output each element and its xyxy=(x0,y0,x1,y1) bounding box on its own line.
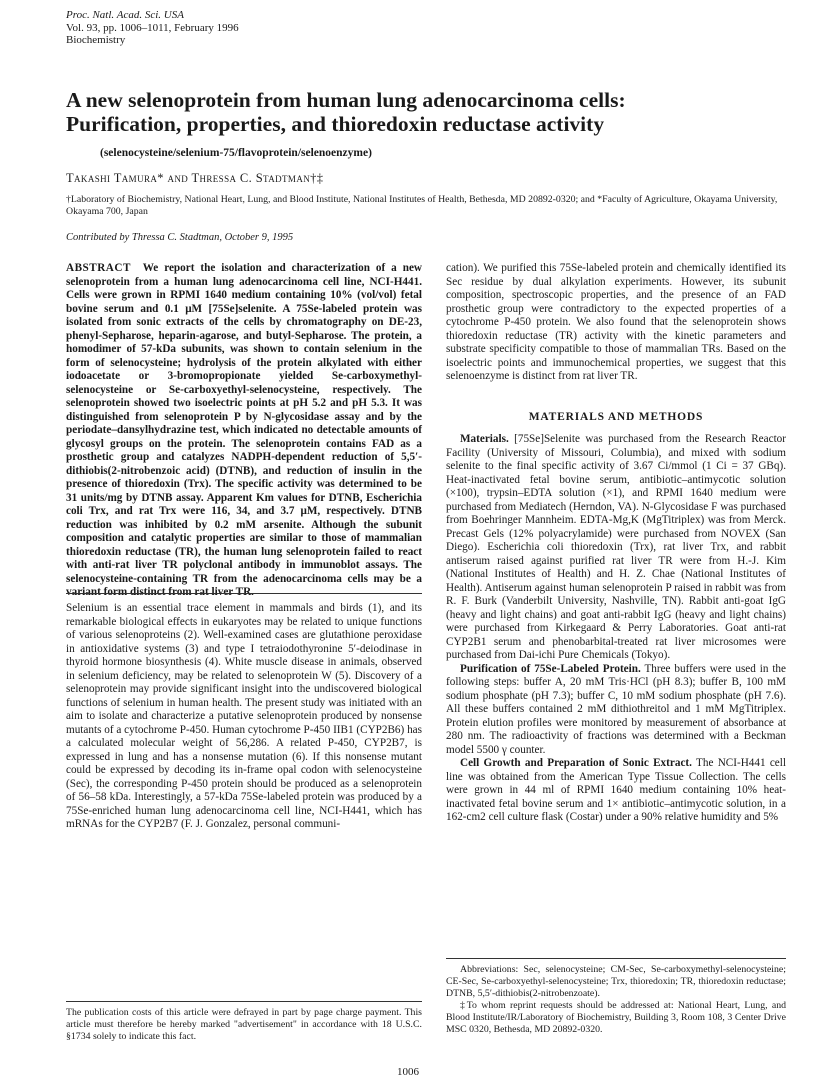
paragraph-cell-growth xyxy=(446,757,786,825)
abbrev-divider xyxy=(446,958,786,959)
correspondence-note: ‡To whom reprint requests should be addressed at: National Heart, Lung, and Blood Institute/IR/Laboratory of Biochemistry, Building 3, Room 108, 3 Center Drive MSC 0320, Bethesda, MD 20892-0320. xyxy=(446,1000,786,1035)
title-line-1: A new selenoprotein from human lung adenocarcinoma cells: xyxy=(66,88,626,112)
keywords: (selenocysteine/selenium-75/flavoprotein/selenoenzyme) xyxy=(100,147,372,159)
runin-materials: Materials. xyxy=(460,433,509,445)
volume-line: Vol. 93, pp. 1006–1011, February 1996 xyxy=(66,21,239,34)
cell-growth-text: The NCI-H441 cell line was obtained from the American Type Tissue Collection. The cells were grown in 44 ml of RPMI 1640 medium containing 10% heat-inactivated fetal bovine serum and 1× antibiotic–antimycotic solution, in a 162-cm2 cell culture flask (Costar) under a 90% relative humidity and 5% xyxy=(446,757,786,823)
article-title xyxy=(66,88,766,136)
journal-name: Proc. Natl. Acad. Sci. USA xyxy=(66,9,184,21)
intro-continued: cation). We purified this 75Se-labeled protein and chemically identified its Sec residue by dual alkylation experiments. However, its subunit composition, spectroscopic properties, and the presence of an FAD prosthetic group were contradictory to the expected properties of a cytochrome P-450 protein. We also found that the selenoprotein shows thioredoxin reductase (TR) activity with the kinetic parameters and substrate specificity compatible to those of mammalian TRs. Based on the isoelectric points and immunochemical properties, we suggest that this selenoenzyme is distinct from rat liver TR. xyxy=(446,262,786,382)
paragraph-materials xyxy=(446,433,786,663)
purification-text: Three buffers were used in the following steps: buffer A, 20 mM Tris·HCl (pH 8.3); buffer B, 100 mM sodium phosphate (pH 7.3); buffer C, 10 mM sodium phosphate (pH 7.6). All these buffers contained 2 mM dithiothreitol and 1 mM MgTitriplex. Protein elution profiles were monitored by measurement of absorbance at 280 nm. The radioactivity of fractions was determined with a Beckman model 5500 γ counter. xyxy=(446,662,786,756)
abstract xyxy=(66,262,422,600)
footnotes-right xyxy=(446,964,786,1036)
section-name: Biochemistry xyxy=(66,34,126,46)
runin-purification: Purification of 75Se-Labeled Protein. xyxy=(460,662,641,675)
page-number: 1006 xyxy=(397,1066,419,1078)
footnote-divider xyxy=(66,1001,422,1002)
materials-text: [75Se]Selenite was purchased from the Research Reactor Facility (University of Missouri, Columbia), and mixed with sodium selenite to the final specific activity of 3.67 Ci/mmol (1 Ci = 37 GBq). Heat-inactivated fetal bovine serum, antibiotic–antimycotic solution (×100), trypsin–EDTA solution (×1), and RPMI 1640 medium were purchased from Mediatech (Herndon, VA). N-Glycosidase F was purchased from Boehringer Mannheim. EDTA-Mg,K (MgTitriplex) was from Merck. Precast Gels (12% polyacrylamide) were purchased from NOVEX (San Diego). Escherichia coli thioredoxin (Trx), rat liver Trx, and rabbit antiserum raised against purified rat liver TR were from H.-J. Kim (National Institutes of Health) and H. Z. Chae (National Institutes of Health). Antiserum against human selenoprotein P raised in rabbit was from R. F. Burk (Vanderbilt University, Nashville, TN). Rabbit anti-goat IgG (heavy and light chains) and goat anti-rabbit IgG (heavy and light chains) were purchased from Kirkegaard & Perry Laboratories. Goat anti-rat CYP2B1 serum and phenobarbital-treated rat liver microsomes were purchased from Dai-ichi Pure Chemicals (Tokyo). xyxy=(446,433,786,661)
abbreviations-note: Abbreviations: Sec, selenocysteine; CM-Sec, Se-carboxymethyl-selenocysteine; CE-Sec, Se-carboxyethyl-selenocysteine; Trx, thioredoxin; TR, thioredoxin reductase; DTNB, 5,5′-dithiobis(2-nitrobenzoate). xyxy=(446,964,786,999)
paragraph-purification xyxy=(446,663,786,758)
introduction: Selenium is an essential trace element in mammals and birds (1), and its remarkable biological effects in eukaryotes may be related to unique functions of various selenoproteins (2). Well-examined cases are glutathione peroxidase in antioxidative systems (3) and type I tetraiodothyronine 5′-deiodinase in thyroid hormone biosynthesis (4). White muscle disease in animals, observed in selenium deficiency, may be related to selenoprotein W (5). Discovery of a selenoprotein may provide significant insight into the undiscovered biological functions of selenium in human health. The present study was initiated with an aim to isolate and characterize a putative selenoprotein produced by nonsense mutants of a cytochrome P-450. Human cytochrome P-450 IIB1 (CYP2B6) has a calculated molecular weight of 56,286. A related P-450, CYP2B7, is expressed in lung and has a nonsense mutation (6). If this nonsense mutant could be expressed by decoding its in-frame opal codon with selenocysteine (Sec), the corresponding P-450 protein should be produced as a selenoprotein of 56–58 kDa. Interestingly, a 57-kDa 75Se-labeled protein was produced by a 75Se-enriched human lung adenocarcinoma cell line, NCI-H441, which has mRNAs for the CYP2B7 (F. J. Gonzalez, personal communi- xyxy=(66,602,422,830)
runin-cell-growth: Cell Growth and Preparation of Sonic Extract. xyxy=(460,757,692,769)
section-heading: MATERIALS AND METHODS xyxy=(528,411,704,423)
materials-methods xyxy=(446,433,786,825)
affiliation: †Laboratory of Biochemistry, National Heart, Lung, and Blood Institute, National Institutes of Health, Bethesda, MD 20892-0320; and *Faculty of Agriculture, Okayama University, Okayama 700, Japan xyxy=(66,194,778,217)
abstract-text: We report the isolation and characterization of a new selenoprotein from a human lung adenocarcinoma cell line, NCI-H441. Cells were grown in RPMI 1640 medium containing 10% (vol/vol) fetal bovine serum and 0.1 μM [75Se]selenite. A 75Se-labeled protein was isolated from sonic extracts of the cells by chromatography on DE-23, phenyl-Sepharose, heparin-agarose, and butyl-Sepharose. The protein, a homodimer of 57-kDa subunits, was shown to contain selenium in the form of selenocysteine; hydrolysis of the protein alkylated with either iodoacetate or 3-bromopropionate yielded Se-carboxymethyl-selenocysteine or Se-carboxyethyl-selenocysteine, respectively. The selenoprotein showed two isoelectric points at pH 5.2 and pH 5.3. It was distinguished from selenoprotein P by N-glycosidase assay and by the periodate–dansylhydrazine test, which indicated no detectable amounts of glycosyl groups on the protein. The selenoprotein contains FAD as a prosthetic group and catalyzes NADPH-dependent reduction of 5,5′-dithiobis(2-nitrobenzoic acid) (DTNB), and reduction of insulin in the presence of thioredoxin (Trx). The specific activity was determined to be 31 units/mg by DTNB assay. Apparent Km values for DTNB, Escherichia coli Trx, and rat Trx were 116, 34, and 3.7 μM, respectively. DTNB reduction was inhibited by 0.2 mM arsenite. Although the subunit composition and catalytic properties are similar to those of mammalian thioredoxin reductase (TR), the human lung selenoprotein failed to react with anti-rat liver TR polyclonal antibody in immunoblot assays. The selenocysteine-containing TR from the adenocarcinoma cells may be a variant form distinct from rat liver TR. xyxy=(66,262,422,598)
contributed-by: Contributed by Thressa C. Stadtman, October 9, 1995 xyxy=(66,232,294,243)
abstract-divider xyxy=(66,593,422,594)
abstract-label: ABSTRACT xyxy=(66,262,131,274)
publication-cost-note: The publication costs of this article were defrayed in part by page charge payment. This article must therefore be hereby marked "advertisement" in accordance with 18 U.S.C. §1734 solely to indicate this fact. xyxy=(66,1007,422,1042)
journal-header xyxy=(66,9,239,47)
authors: Takashi Tamura* and Thressa C. Stadtman†‡ xyxy=(66,171,324,185)
title-line-2: Purification, properties, and thioredoxin reductase activity xyxy=(66,112,605,136)
